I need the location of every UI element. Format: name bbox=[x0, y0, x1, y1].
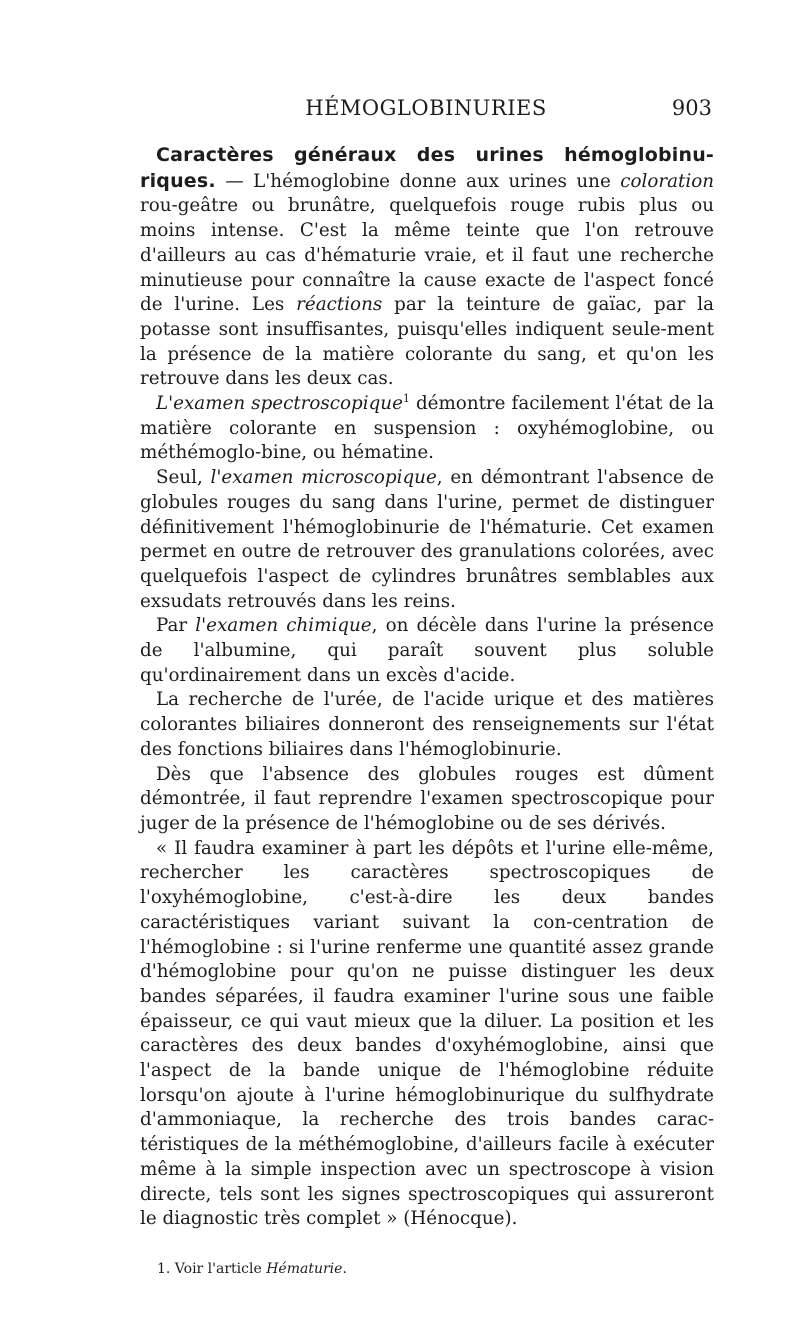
page-number: 903 bbox=[671, 96, 712, 120]
paragraph-text: par la teinture de gaïac, par la potasse sont insuffisantes, puisqu'elles indiquent seule-ment la présence de la matière colorante du sang, et qu'on les retrouve dans les deux cas. bbox=[140, 294, 715, 390]
paragraph-absence: Dès que l'absence des globules rouges est dûment démontrée, il faut reprendre l'examen spectroscopique pour juger de la présence de l'hémoglobine ou de ses dérivés. bbox=[140, 763, 714, 834]
footnote-number: 1. bbox=[157, 1261, 171, 1277]
emphasis-spectroscopic: L'examen spectroscopique bbox=[156, 393, 403, 415]
emphasis-coloration: coloration bbox=[620, 170, 714, 192]
paragraph-text: — L'hémoglobine donne aux urines une bbox=[215, 170, 621, 192]
emphasis-reactions: réactions bbox=[296, 294, 383, 316]
paragraph-urea: La recherche de l'urée, de l'acide urique et des matières colorantes biliaires donneront des renseignements sur l'état des fonctions biliaires dans l'hémoglobinurie. bbox=[140, 689, 714, 760]
paragraph-text: , en démontrant l'absence de globules rouges du sang dans l'urine, permet de distinguer définitivement l'hémoglobinurie de l'hématurie. Cet examen permet en outre de retrouver des granulations colorées, avec quelquefois l'aspect de cylindres brunâtres semblables aux exsudats retrouvés dans les reins. bbox=[140, 467, 714, 612]
paragraph-characteristics bbox=[140, 143, 714, 392]
paragraph-quotation: « Il faudra examiner à part les dépôts et l'urine elle-même, rechercher les caractères spectroscopiques de l'oxyhémoglobine, c'est-à-dire les deux bandes caractéristiques variant suivant la con-centration de l'hémoglobine : si l'urine renferme une quantité assez grande d'hémoglobine pour qu'on ne puisse distinguer les deux bandes séparées, il faudra examiner l'urine sous une faible épaisseur, ce qui vaut mieux que la diluer. La position et les caractères des deux bandes d'oxyhémoglobine, ainsi que l'aspect de la bande unique de l'hémoglobine réduite lorsqu'on ajoute à l'urine hémoglobinurique du sulfhydrate d'ammoniaque, la recherche des trois bandes carac-téristiques de la méthémoglobine, d'ailleurs facile à exécuter même à la simple inspection avec un spectroscope à vision directe, tels sont les signes spectroscopiques qui assureront le diagnostic très complet » (Hénocque). bbox=[140, 837, 714, 1230]
page-header bbox=[140, 96, 712, 126]
body-text bbox=[140, 143, 714, 1232]
paragraph-text: , on décèle dans l'urine la présence de l'albumine, qui paraît souvent plus soluble qu'ordinairement dans un excès d'acide. bbox=[140, 615, 714, 686]
footnote-reference: 1 bbox=[402, 391, 410, 405]
footnote-text: Voir l'article bbox=[170, 1261, 267, 1277]
footnote-emphasis: Hématurie bbox=[266, 1261, 343, 1277]
section-heading: Caractères généraux des urines hémoglobinu-riques. bbox=[140, 144, 714, 192]
footnote bbox=[157, 1260, 717, 1278]
paragraph-text: démontre facilement l'état de la matière colorante en suspension : oxyhémoglobine, ou méthémoglo-bine, ou hématine. bbox=[140, 393, 714, 464]
paragraph-chemical bbox=[140, 614, 714, 688]
paragraph-microscopic bbox=[140, 466, 714, 614]
paragraph-text: Par bbox=[156, 615, 196, 637]
running-title: HÉMOGLOBINURIES bbox=[305, 96, 547, 120]
emphasis-chemical: l'examen chimique bbox=[195, 615, 372, 637]
paragraph-spectroscopic bbox=[140, 392, 714, 466]
emphasis-microscopic: l'examen microscopique bbox=[210, 467, 437, 489]
paragraph-text: rou-geâtre ou brunâtre, quelquefois rouge rubis plus ou moins intense. C'est la même teinte que l'on retrouve d'ailleurs au cas d'hématurie vraie, et il faut une recherche minutieuse pour connaître la cause exacte de l'aspect foncé de l'urine. Les bbox=[140, 195, 714, 316]
paragraph-text: Seul, bbox=[156, 467, 211, 489]
footnote-end: . bbox=[342, 1261, 347, 1277]
